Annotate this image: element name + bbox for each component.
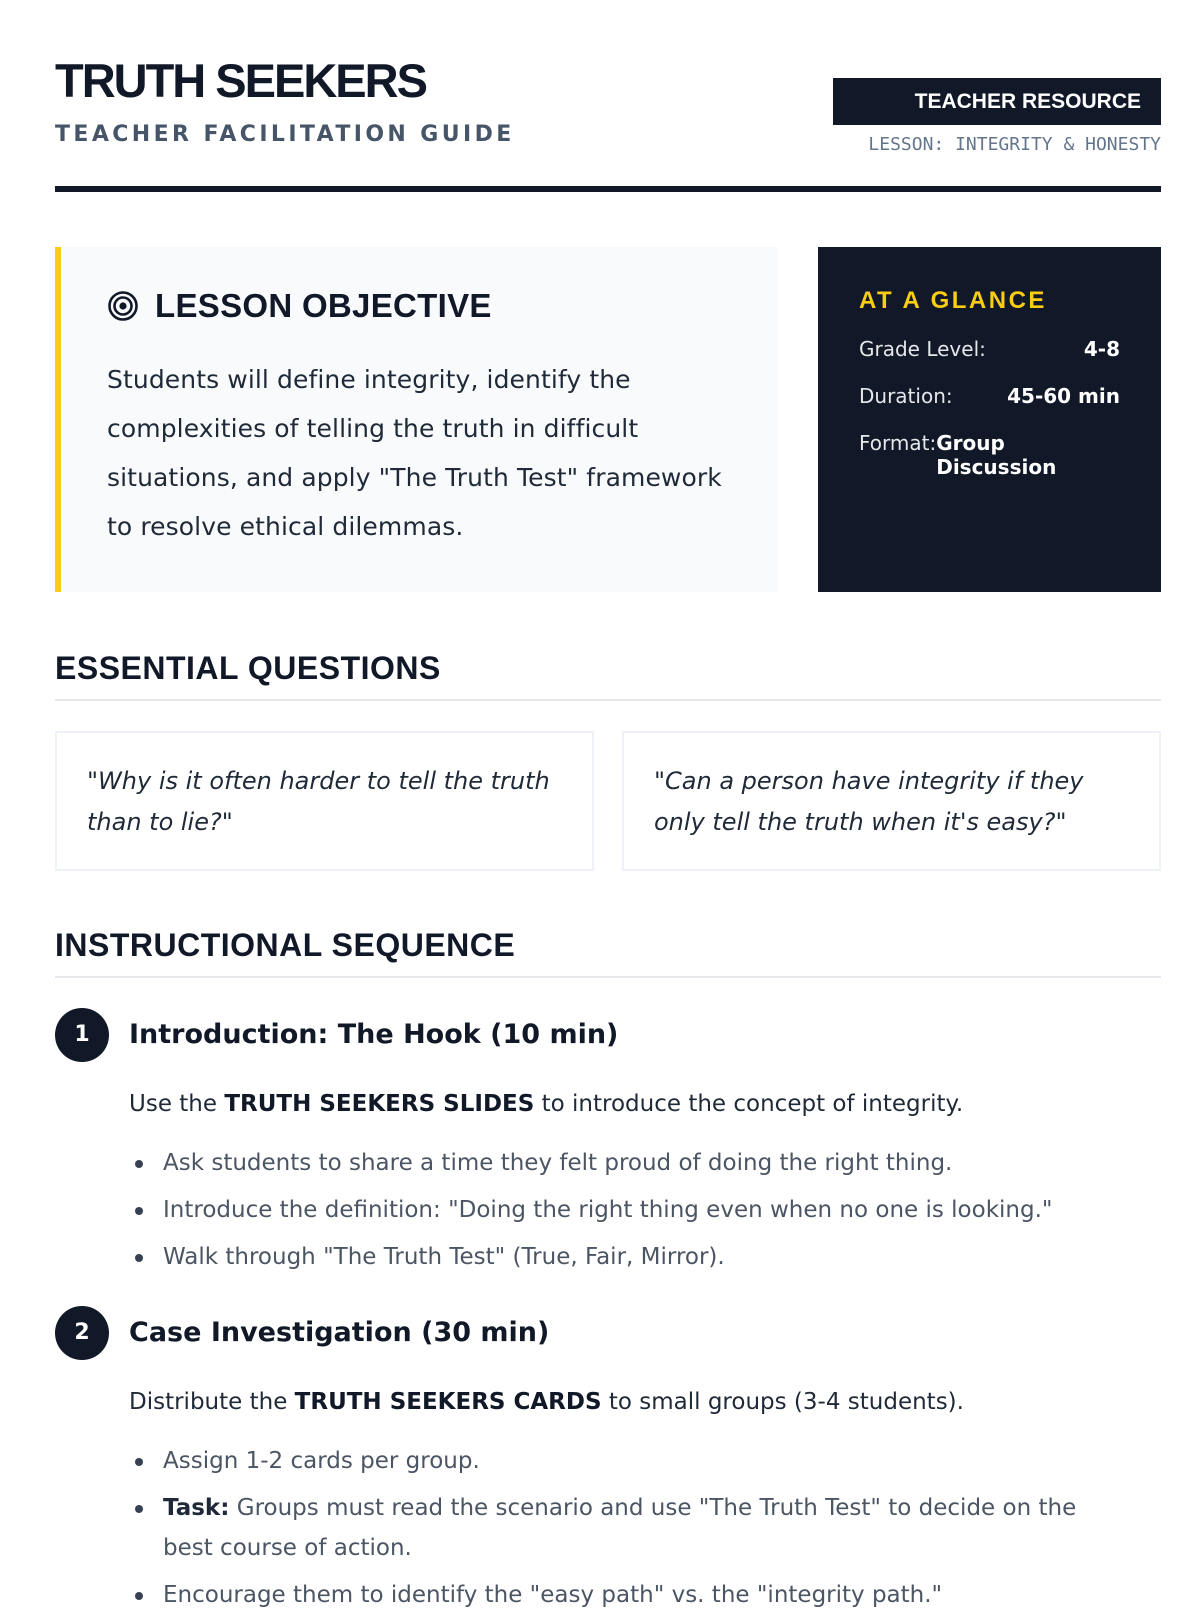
step-title: Introduction: The Hook (10 min) [129, 1019, 619, 1050]
page-header [55, 50, 1161, 192]
step-number-badge: 2 [55, 1306, 109, 1360]
list-item: Assign 1-2 cards per group. [129, 1441, 1129, 1481]
lesson-objective-card [55, 247, 778, 592]
page-title: TRUTH SEEKERS [55, 54, 426, 107]
step-number-badge: 1 [55, 1008, 109, 1062]
step-intro-emphasis: TRUTH SEEKERS SLIDES [224, 1091, 535, 1117]
glance-row-duration [859, 384, 1120, 431]
essential-question-card: "Why is it often harder to tell the truth than to lie?" [55, 731, 594, 871]
list-item: Introduce the definition: "Doing the right thing even when no one is looking." [129, 1190, 1129, 1230]
objective-title: LESSON OBJECTIVE [155, 287, 492, 324]
step-intro [129, 1088, 963, 1120]
objective-heading [107, 287, 492, 325]
step-bullet-list [129, 1441, 1129, 1622]
list-item [129, 1488, 1129, 1568]
glance-label: Grade Level: [859, 337, 986, 361]
page-subtitle: TEACHER FACILITATION GUIDE [55, 122, 515, 147]
target-icon [107, 290, 139, 322]
glance-value: 45-60 min [1007, 384, 1120, 408]
glance-value: Group Discussion [936, 431, 1057, 479]
instructional-sequence-heading: INSTRUCTIONAL SEQUENCE [55, 927, 1161, 978]
step-intro-emphasis: TRUTH SEEKERS CARDS [294, 1389, 602, 1415]
step-title: Case Investigation (30 min) [129, 1317, 550, 1348]
step-bullet-list [129, 1143, 1129, 1284]
glance-row-grade [859, 337, 1120, 384]
objective-text: Students will define integrity, identify the complexities of telling the truth in difficult situations, and apply "The Truth Test" framework to resolve ethical dilemmas. [107, 365, 722, 541]
list-item: Ask students to share a time they felt proud of doing the right thing. [129, 1143, 1129, 1183]
list-item: Encourage them to identify the "easy path" vs. the "integrity path." [129, 1575, 1129, 1615]
step-intro-text: Use the [129, 1091, 225, 1117]
lesson-label: LESSON: INTEGRITY & HONESTY [868, 134, 1161, 155]
teacher-resource-badge: TEACHER RESOURCE [833, 78, 1161, 125]
task-label: Task: [163, 1495, 230, 1521]
glance-title: AT A GLANCE [859, 287, 1047, 314]
list-item: Walk through "The Truth Test" (True, Fair, Mirror). [129, 1237, 1129, 1277]
step-intro-text: to small groups (3-4 students). [601, 1389, 964, 1415]
essential-questions-heading: ESSENTIAL QUESTIONS [55, 650, 1161, 701]
step-intro-text: Distribute the [129, 1389, 295, 1415]
essential-question-card: "Can a person have integrity if they only tell the truth when it's easy?" [622, 731, 1161, 871]
task-text: Groups must read the scenario and use "The Truth Test" to decide on the best course of action. [163, 1495, 1077, 1561]
glance-label: Format: [859, 431, 937, 455]
glance-label: Duration: [859, 384, 953, 408]
glance-row-format [859, 431, 1120, 478]
step-intro-text: to introduce the concept of integrity. [534, 1091, 964, 1117]
step-intro [129, 1386, 964, 1418]
glance-value: 4-8 [1083, 337, 1120, 361]
at-a-glance-panel [818, 247, 1161, 592]
